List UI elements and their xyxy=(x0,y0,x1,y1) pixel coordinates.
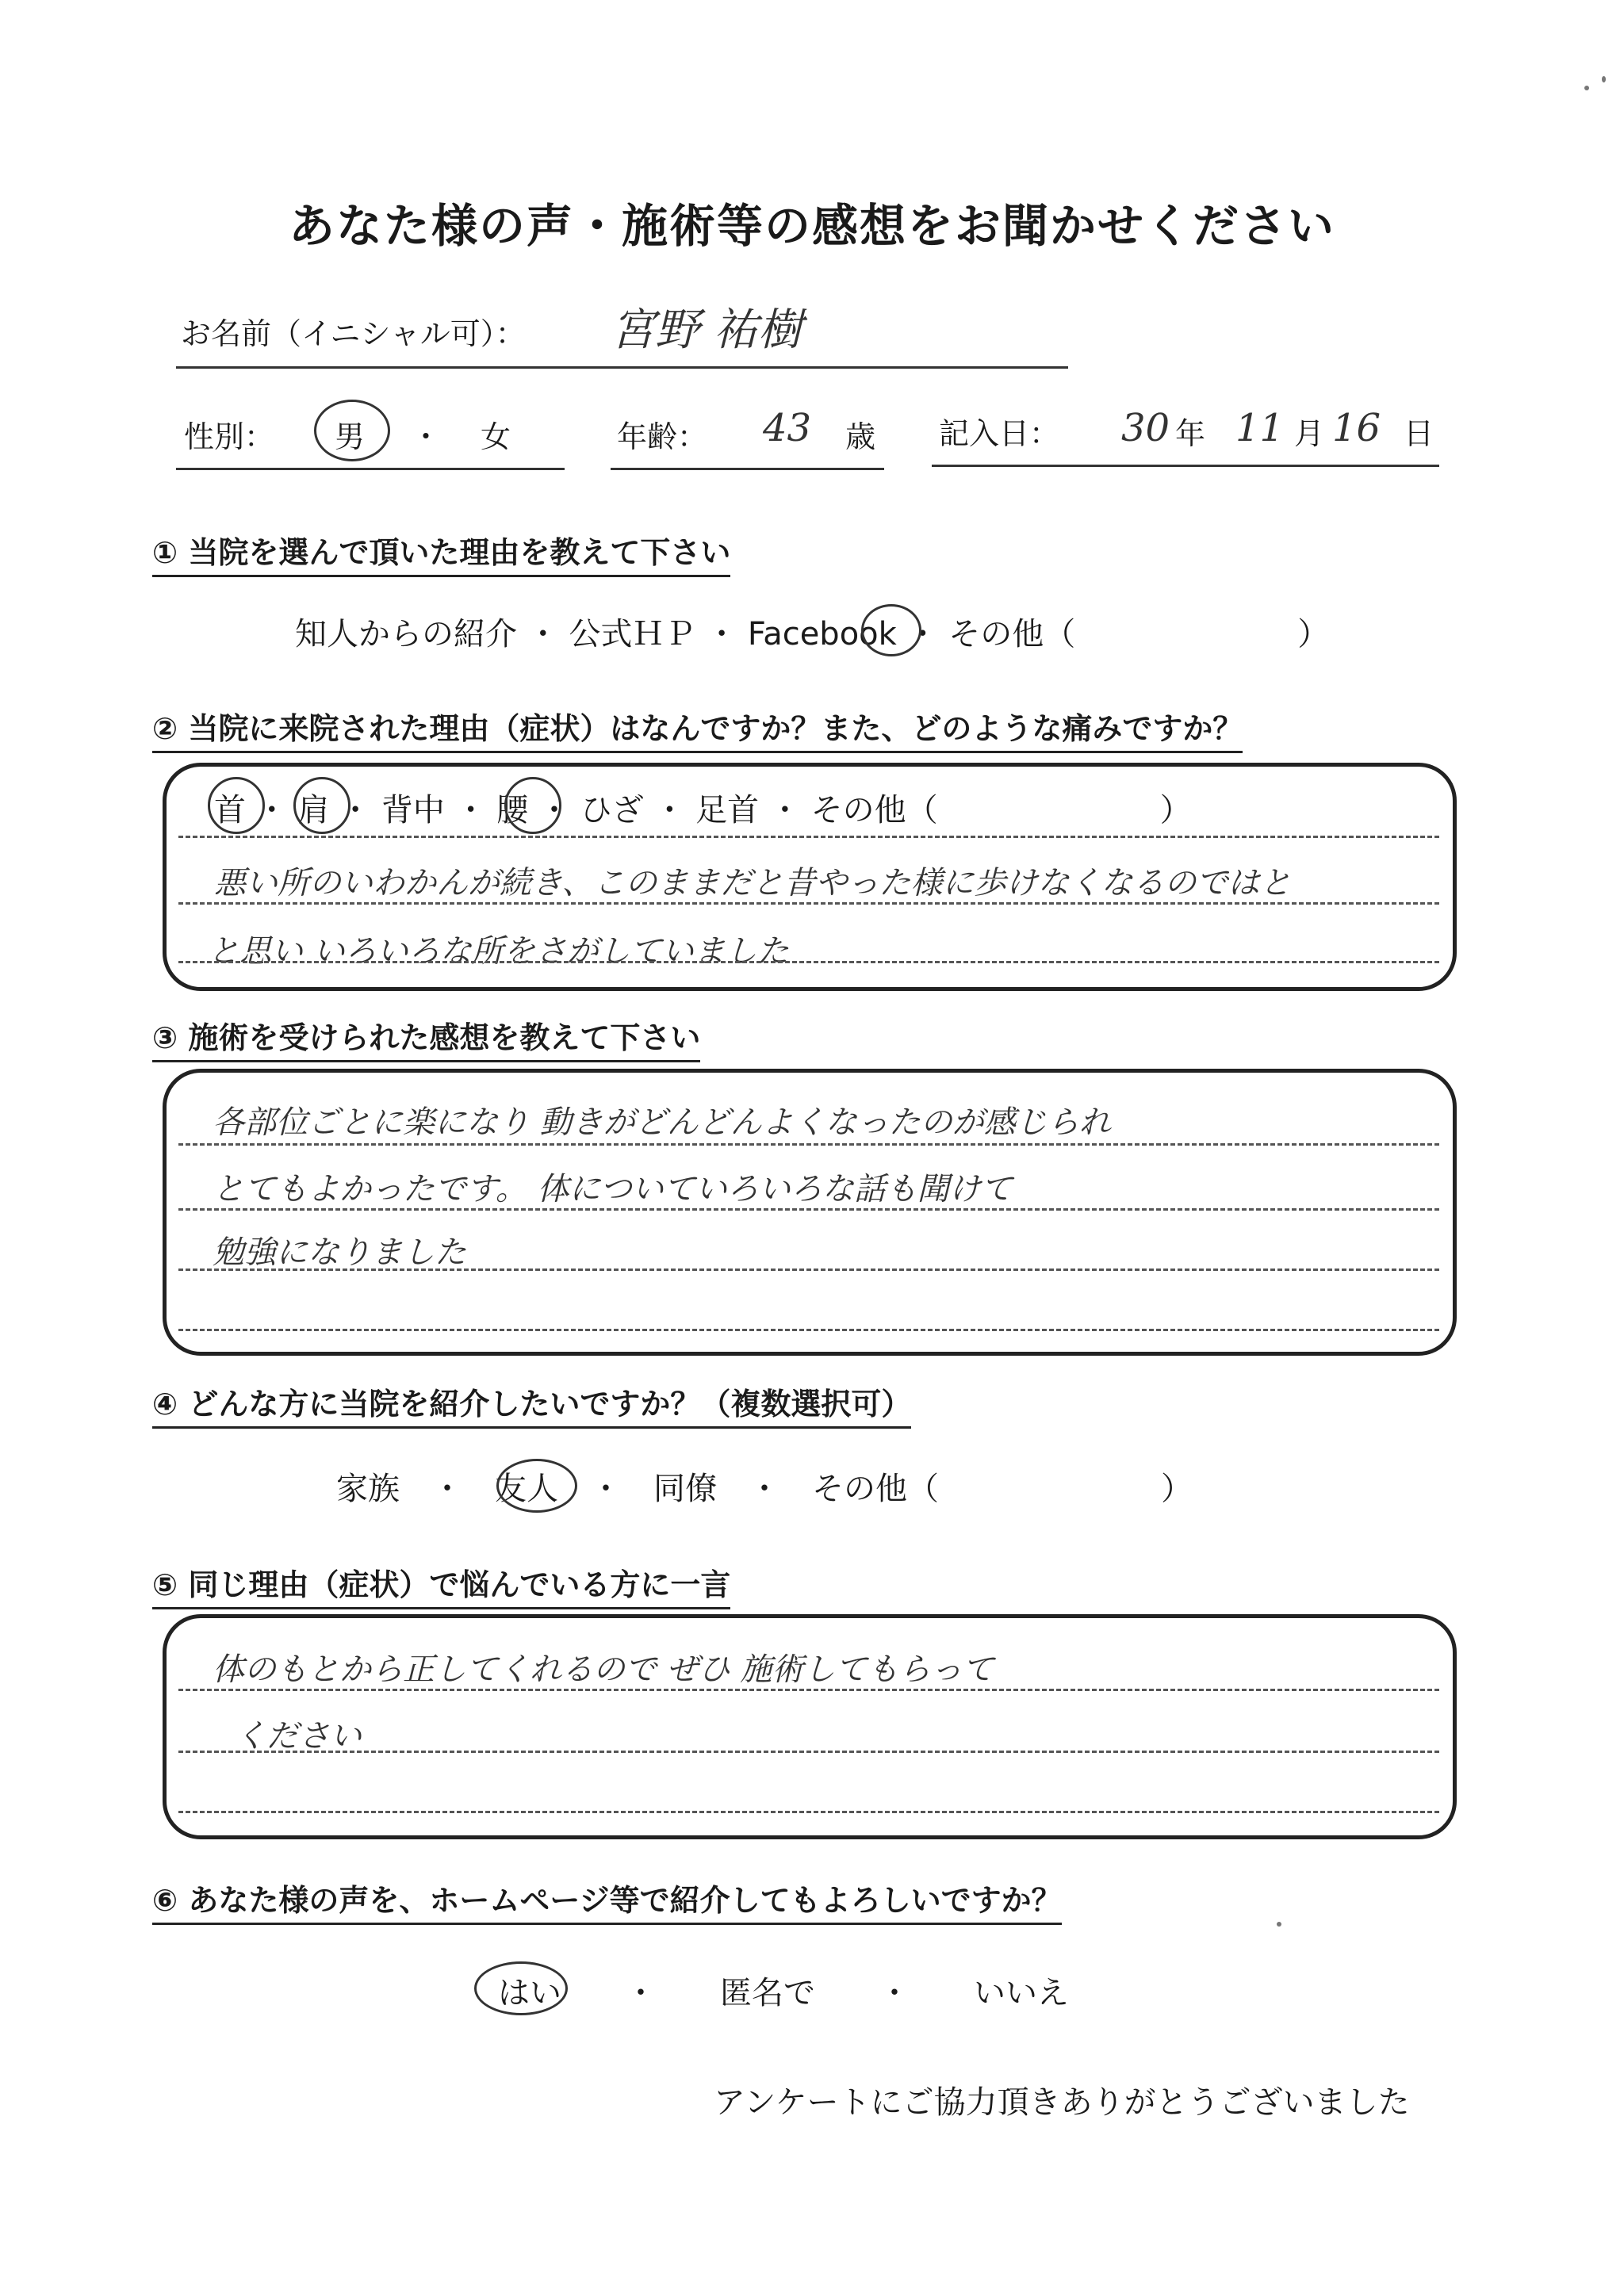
q1-heading: ① 当院を選んで頂いた理由を教えて下さい xyxy=(152,528,730,577)
age-value: 43 xyxy=(763,406,812,450)
q3-answer-line-3: 勉強になりました xyxy=(213,1234,466,1271)
q3-answer-line-2: とてもよかったです。 体についていろいろな話も聞けて xyxy=(213,1171,1013,1207)
q2-circle-neck xyxy=(208,777,265,834)
q2-circle-shoulder xyxy=(293,777,350,834)
q4-options: 家族 ・ 友人 ・ 同僚 ・ その他（ ） xyxy=(336,1471,1193,1507)
q2-circle-waist xyxy=(504,777,561,834)
q2-options: 首 ・ 肩 ・ 背中 ・ 腰 ・ ひざ ・ 足首 ・ その他（ ） xyxy=(214,792,1192,828)
gender-male: 男 xyxy=(335,419,366,454)
thank-you-note: アンケートにご協力頂きありがとうございました xyxy=(714,2084,1410,2121)
q2-heading: ② 当院に来院された理由（症状）はなんですか？また、どのような痛みですか？ xyxy=(152,704,1243,753)
q6-options: はい ・ 匿名で ・ いいえ xyxy=(498,1975,1069,2011)
age-label: 年齢： xyxy=(617,419,708,454)
gender-female: 女 xyxy=(481,419,511,454)
gender-underline xyxy=(176,468,565,470)
q5-heading: ⑤ 同じ理由（症状）で悩んでいる方に一言 xyxy=(152,1560,730,1609)
scan-speck xyxy=(1584,86,1589,90)
q3-answer-line-1: 各部位ごとに楽になり 動きがどんどんよくなったのが感じられ xyxy=(213,1104,1111,1141)
date-label: 記入日： xyxy=(939,416,1060,451)
q2-answer-line-1: 悪い所のいわかんが続き、このままだと昔やった様に歩けなくなるのではと xyxy=(214,865,1292,901)
q5-dashed-line xyxy=(178,1689,1439,1691)
q4-heading: ④ どんな方に当院を紹介したいですか？（複数選択可） xyxy=(152,1380,911,1429)
q6-circle-yes xyxy=(474,1961,568,2015)
q2-answer-line-2: と思い いろいろな所をさがしていました xyxy=(208,933,789,970)
q2-dashed-line xyxy=(178,902,1439,905)
page-title: あなた様の声・施術等の感想をお聞かせください xyxy=(288,199,1335,253)
day-unit: 日 xyxy=(1404,416,1434,451)
q5-answer-line-1: 体のもとから正してくれるので ぜひ 施術してもらって xyxy=(213,1651,994,1688)
month-unit: 月 xyxy=(1294,416,1325,451)
gender-dot: ・ xyxy=(411,419,442,454)
scan-speck xyxy=(1602,76,1606,82)
q5-dashed-line xyxy=(178,1751,1439,1753)
q3-dashed-line xyxy=(178,1269,1439,1271)
q5-dashed-line xyxy=(178,1811,1439,1813)
q1-options: 知人からの紹介 ・ 公式ＨＰ ・ Facebook ・ その他（ ） xyxy=(295,616,1330,652)
date-month: 11 xyxy=(1235,406,1285,450)
gender-label: 性別： xyxy=(184,419,275,454)
date-year: 30 xyxy=(1121,406,1170,450)
q3-dashed-line xyxy=(178,1143,1439,1146)
name-value: 宮野 祐樹 xyxy=(611,304,802,356)
q3-heading: ③ 施術を受けられた感想を教えて下さい xyxy=(152,1013,700,1062)
q3-dashed-line xyxy=(178,1208,1439,1211)
age-unit: 歳 xyxy=(845,419,876,454)
q1-circle-mark xyxy=(861,604,921,656)
q3-dashed-line xyxy=(178,1329,1439,1331)
age-underline xyxy=(611,468,884,470)
name-underline xyxy=(176,366,1068,369)
date-day: 16 xyxy=(1332,406,1381,450)
q5-answer-line-2: ください xyxy=(235,1718,362,1755)
q6-heading: ⑥ あなた様の声を、ホームページ等で紹介してもよろしいですか？ xyxy=(152,1876,1062,1925)
scan-speck xyxy=(1277,1922,1281,1927)
year-unit: 年 xyxy=(1175,416,1206,451)
date-underline xyxy=(932,465,1439,467)
q4-circle-friend xyxy=(496,1459,577,1513)
q2-dashed-line xyxy=(178,961,1439,963)
name-label: お名前（イニシャル可）： xyxy=(181,316,526,351)
q2-dashed-line xyxy=(178,836,1439,838)
